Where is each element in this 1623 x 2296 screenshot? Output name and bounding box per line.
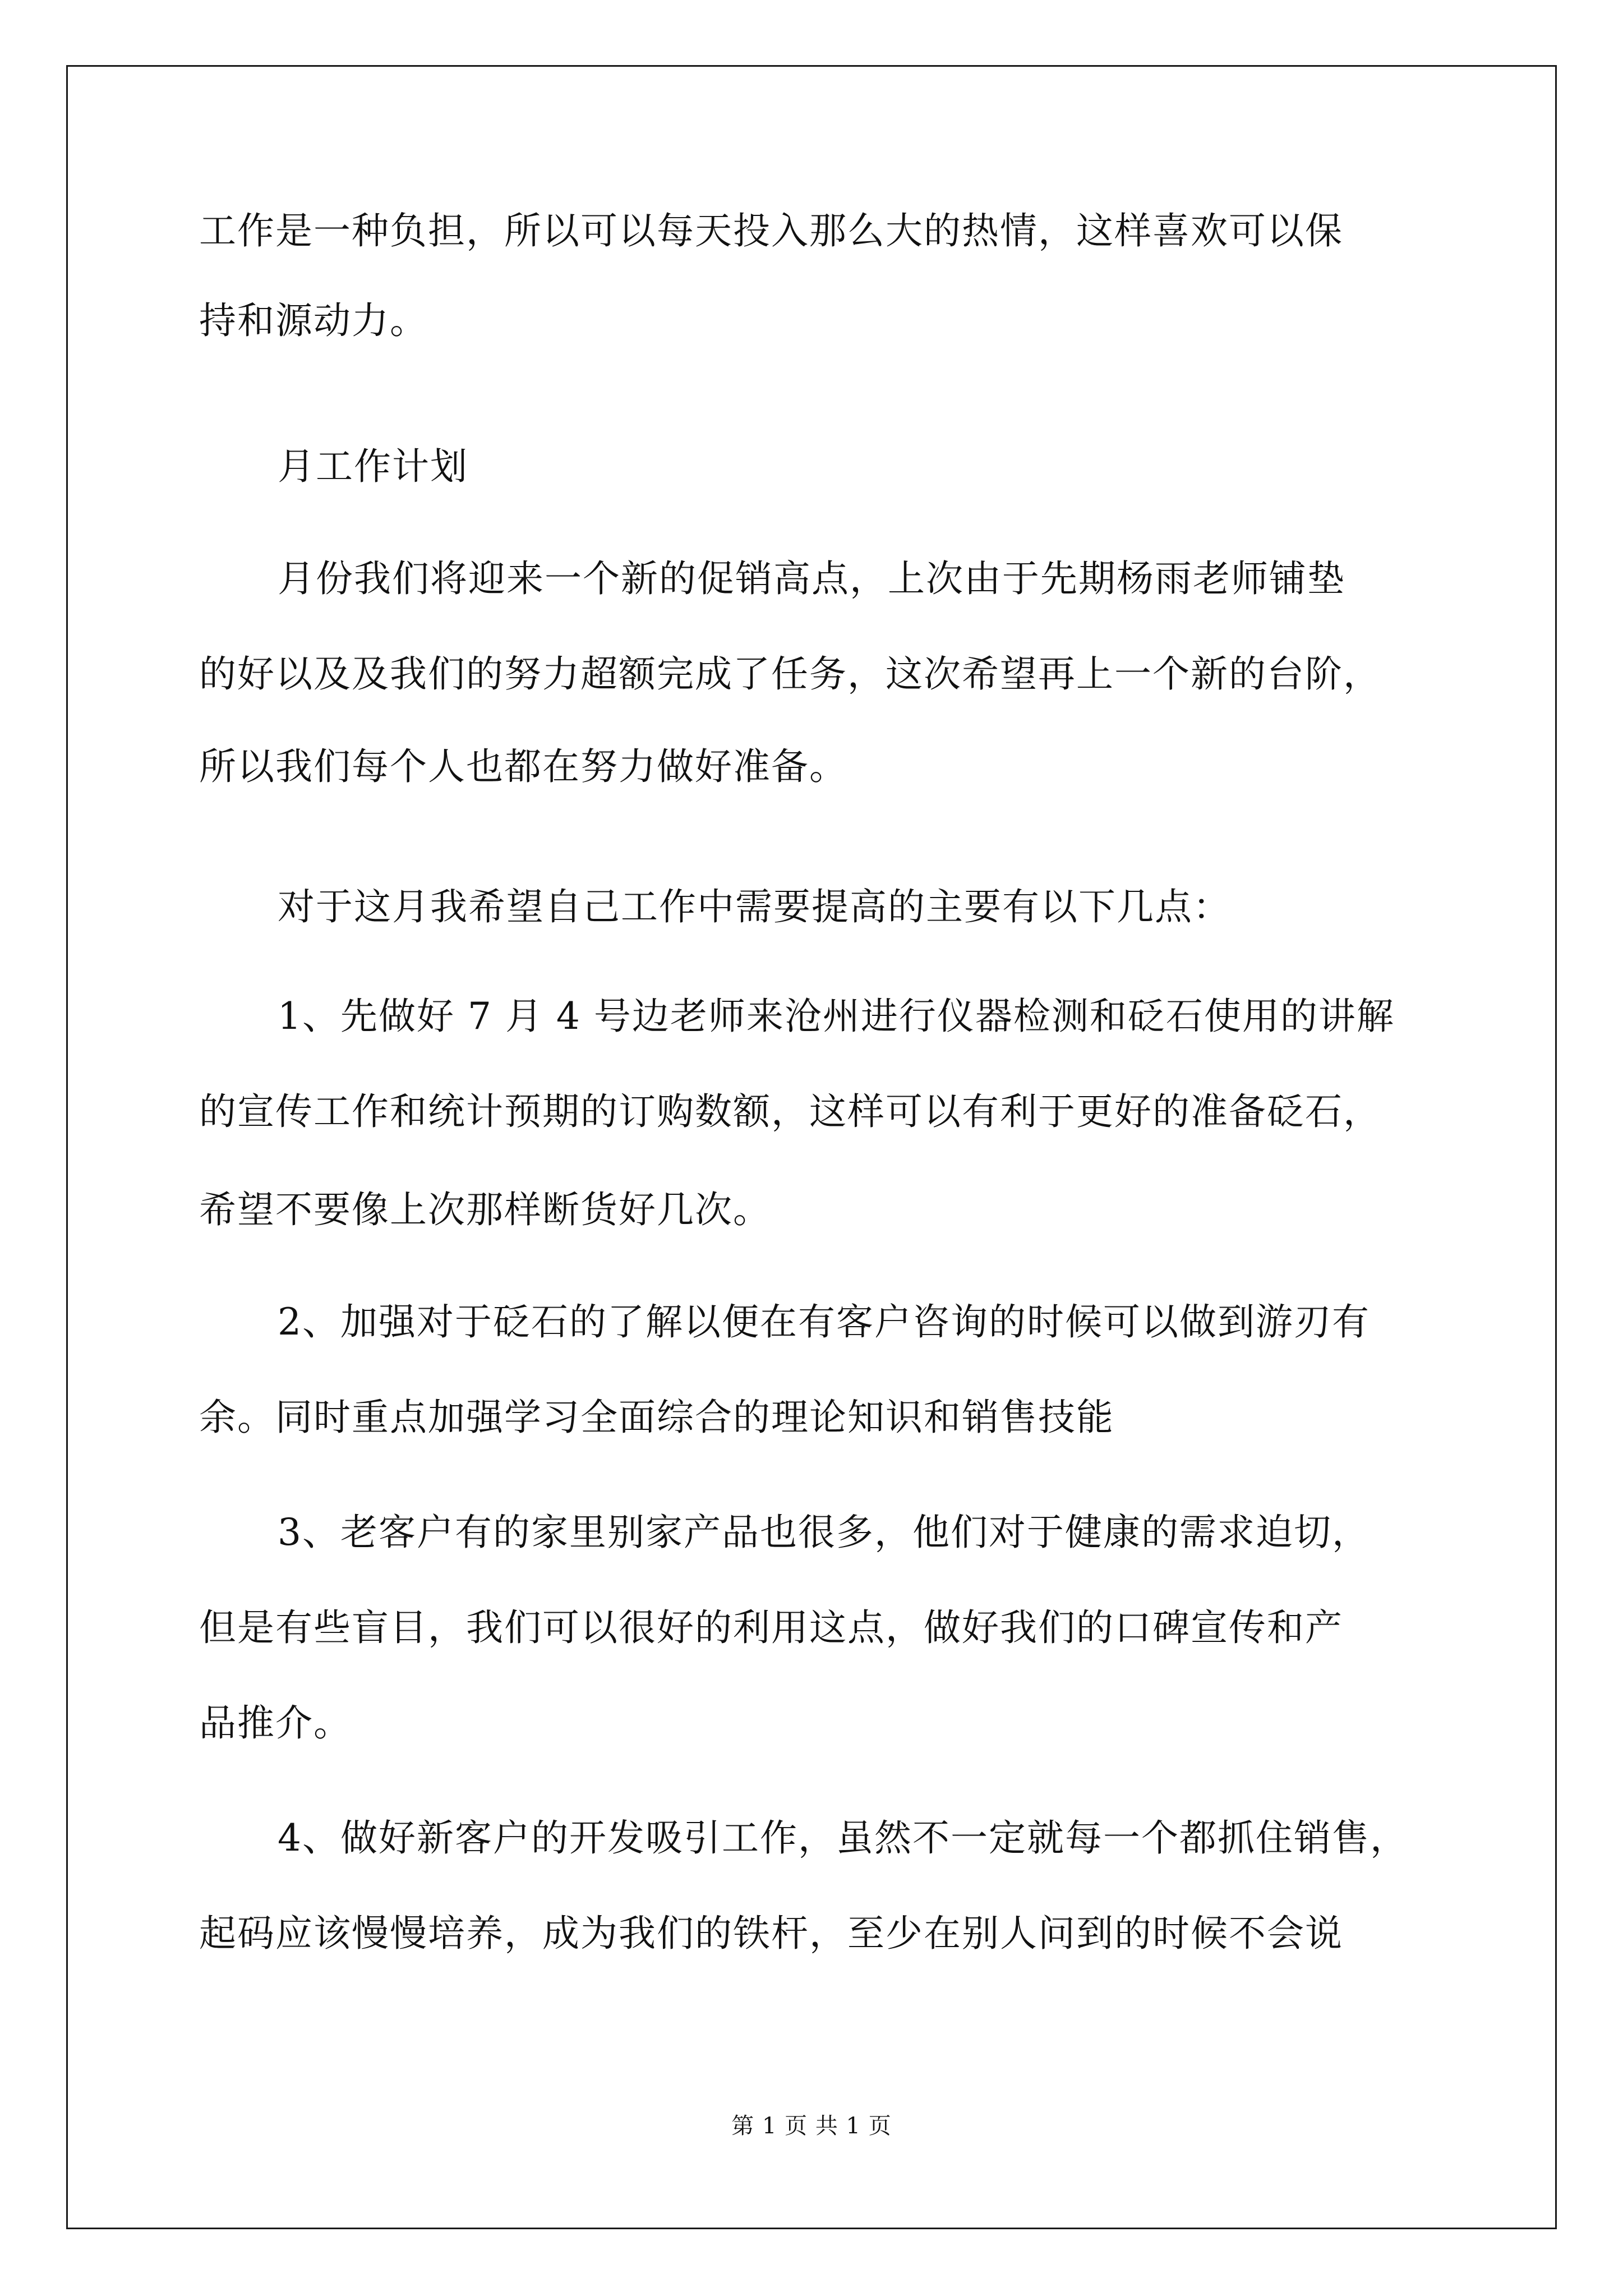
body-line: 起码应该慢慢培养，成为我们的铁杆，至少在别人问到的时候不会说 [199,1912,1343,1955]
body-line: 希望不要像上次那样断货好几次。 [199,1188,771,1231]
body-line: 对于这月我希望自己工作中需要提高的主要有以下几点： [278,885,1231,928]
body-line: 2、加强对于砭石的了解以便在有客户咨询的时候可以做到游刃有 [278,1300,1370,1343]
body-line: 余。同时重点加强学习全面综合的理论知识和销售技能 [199,1396,1114,1439]
body-line: 品推介。 [199,1701,352,1745]
body-line: 3、老客户有的家里别家产品也很多，他们对于健康的需求迫切， [278,1511,1370,1554]
section-heading: 月工作计划 [278,445,468,488]
body-line: 的宣传工作和统计预期的订购数额，这样可以有利于更好的准备砭石， [199,1090,1381,1133]
page-footer: 第 1 页 共 1 页 [731,2113,892,2139]
body-line: 持和源动力。 [199,299,428,342]
body-line: 1、先做好 7 月 4 号边老师来沧州进行仪器检测和砭石使用的讲解 [278,995,1395,1038]
body-line: 月份我们将迎来一个新的促销高点，上次由于先期杨雨老师铺垫 [278,557,1345,600]
body-line: 的好以及及我们的努力超额完成了任务，这次希望再上一个新的台阶， [199,652,1381,696]
body-line: 工作是一种负担，所以可以每天投入那么大的热情，这样喜欢可以保 [199,209,1343,252]
body-line: 但是有些盲目，我们可以很好的利用这点，做好我们的口碑宣传和产 [199,1606,1343,1649]
body-line: 所以我们每个人也都在努力做好准备。 [199,745,847,788]
body-line: 4、做好新客户的开发吸引工作，虽然不一定就每一个都抓住销售， [278,1816,1408,1860]
page-border [66,65,1557,2229]
